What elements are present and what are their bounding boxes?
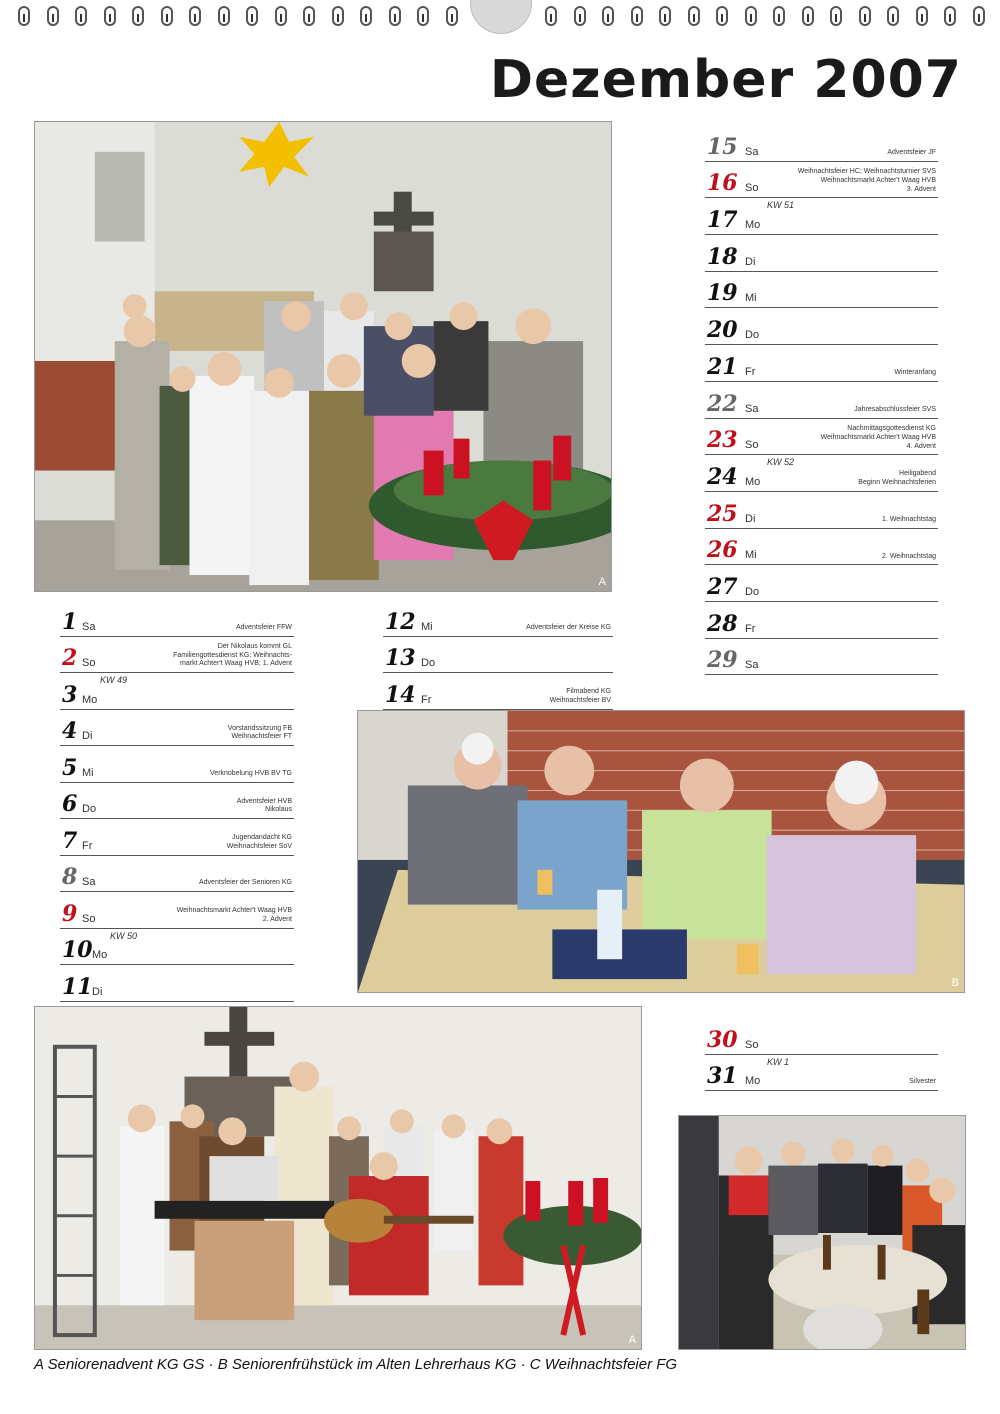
day-number: 11 [62,973,93,1000]
weekday-label: Fr [82,839,93,852]
day-row [705,529,938,566]
binding-hole [218,6,230,26]
binding-hole [545,6,557,26]
day-events: Heiligabend Beginn Weihnachtsferien [858,470,936,487]
binding-hole [303,6,315,26]
photo-letter-b: B [951,977,959,989]
day-number: 17 [707,207,738,234]
day-number: 31 [707,1063,738,1089]
day-row [60,819,294,856]
day-number: 9 [62,900,78,927]
binding-hole [275,6,287,26]
day-row [705,272,938,309]
photo-christmas-party [678,1115,966,1350]
day-row [705,345,938,382]
day-events: Filmabend KG Weihnachtsfeier BV [549,688,611,704]
weekday-label: Fr [421,693,432,706]
weekday-label: Sa [745,145,759,158]
day-number: 18 [707,243,738,270]
page-title: Dezember 2007 [489,50,962,110]
day-number: 3 [62,681,78,708]
binding-hole [360,6,372,26]
binding-hole [574,6,586,26]
weekday-label: Do [421,657,436,669]
day-row [60,673,294,710]
photo-seniors-breakfast [357,710,965,993]
day-row [60,892,294,929]
day-number: 19 [707,280,738,307]
day-row [383,637,613,674]
calendar-week-label: KW 50 [110,930,138,941]
day-row [705,492,938,529]
binding-hole [104,6,116,26]
weekday-label: So [82,657,96,669]
weekday-label: Mo [745,219,761,232]
day-number: 13 [385,645,416,671]
weekday-label: Mi [745,549,757,562]
weekday-label: So [82,912,96,925]
day-events: Verknobelung HVB BV TG [210,769,292,777]
binding-hole [161,6,173,26]
day-events: 2. Weihnachtstag [882,552,936,560]
day-events: Vorstandssitzung FB Weihnachtsfeier FT [227,724,292,741]
day-number: 26 [707,537,738,564]
day-row [705,455,938,492]
weekday-label: Mi [421,620,433,633]
day-row [705,162,938,199]
day-number: 1 [62,608,78,635]
weekday-label: Fr [745,365,756,378]
binding-hole [332,6,344,26]
binding-hole [47,6,59,26]
day-number: 29 [707,647,738,674]
weekday-label: Do [82,803,97,815]
day-events: Weihnachtsfeier HC; Weihnachtsturnier SVS Weihnachtsmarkt Achter't Waag HVB 3. Advent [797,168,936,193]
day-number: 30 [707,1026,738,1053]
hanger-hole [470,0,532,34]
binding-hole [944,6,956,26]
calendar-week-label: KW 51 [767,200,795,211]
day-row [705,198,938,235]
binding-hole [859,6,871,26]
day-row [705,125,938,162]
calendar-week-label: KW 1 [767,1056,790,1067]
day-row [60,929,294,966]
day-number: 7 [62,827,78,854]
weekday-label: Mo [745,1075,761,1087]
day-number: 12 [385,608,416,635]
day-events: Adventsfeier JF [887,148,936,156]
day-number: 20 [707,317,738,344]
binding-hole [246,6,258,26]
binding-hole [631,6,643,26]
weekday-label: Sa [82,620,96,633]
day-events: Winteranfang [894,369,936,377]
weekday-label: Di [92,985,103,998]
day-number: 4 [62,718,78,744]
photo-caption: A Seniorenadvent KG GS · B Seniorenfrühstück im Alten Lehrerhaus KG · C Weihnachtsfeier FG [34,1356,678,1373]
day-events: 1. Weihnachtstag [882,515,936,523]
weekday-label: Di [745,255,756,268]
day-number: 27 [707,574,738,601]
binding-hole [773,6,785,26]
day-events: Adventsfeier HVB Nikolaus [236,797,292,814]
day-row [60,965,294,1002]
day-row [60,710,294,747]
weekday-label: Do [745,586,760,599]
weekday-label: Sa [745,659,759,672]
weekday-label: Mi [745,292,757,305]
day-row [705,639,938,676]
day-row [705,382,938,419]
photo-letter-a-bottom: A [628,1334,636,1346]
day-row [705,1018,938,1055]
calendar-week-label: KW 52 [767,457,795,468]
binding-hole [802,6,814,26]
day-number: 6 [62,791,78,817]
day-events: Jugendandacht KG Weihnachtsfeier SoV [226,834,292,850]
binding-hole [446,6,458,26]
binding-hole [75,6,87,26]
day-events: Adventsfeier FFW [235,623,292,631]
day-number: 25 [707,500,738,527]
day-events: Der Nikolaus kommt GL Familiengottesdienst KG; Weihnachts- markt Achter't Waag HVB; 1. Advent [173,642,292,668]
binding-hole [389,6,401,26]
day-row [383,673,613,710]
day-number: 8 [62,864,78,890]
binding-hole [745,6,757,26]
day-events: Jahresabschlussfeier SVS [854,405,936,413]
day-row [60,783,294,820]
binding-hole [688,6,700,26]
binding-hole [417,6,429,26]
binding-hole [716,6,728,26]
day-row [705,565,938,602]
weekday-label: Fr [745,622,756,635]
calendar-week-label: KW 49 [100,675,128,685]
day-row [705,235,938,272]
day-number: 28 [707,610,738,637]
day-number: 2 [62,645,78,671]
day-events: Weihnachtsmarkt Achter't Waag HVB 2. Advent [176,907,292,923]
day-number: 16 [707,170,738,197]
spiral-binding [0,0,1000,40]
weekday-label: Sa [82,876,96,888]
photo-letter-a: A [598,576,606,588]
day-row [60,637,294,674]
weekday-label: So [745,439,759,452]
day-row [383,600,613,637]
binding-hole [973,6,985,26]
binding-hole [602,6,614,26]
weekday-label: Di [745,512,756,525]
day-number: 5 [62,754,78,781]
day-row [705,309,938,346]
photo-children-nativity [34,121,612,592]
binding-hole [830,6,842,26]
day-number: 21 [707,353,738,380]
weekday-label: Di [82,730,93,742]
weekday-label: Mo [92,949,108,961]
binding-hole [189,6,201,26]
weekday-label: Mo [745,475,761,488]
weekday-label: So [745,1038,759,1051]
weekday-label: Sa [745,402,759,415]
weekday-label: Mo [82,693,98,706]
day-row [60,600,294,637]
day-number: 15 [707,133,738,160]
day-number: 10 [62,937,93,963]
day-events: Silvester [909,1078,936,1086]
photo-children-music [34,1006,642,1350]
weekday-label: Mi [82,766,94,779]
day-row [705,419,938,456]
day-number: 23 [707,427,738,454]
day-row [60,856,294,893]
binding-hole [916,6,928,26]
weekday-label: Do [745,329,760,342]
day-row [705,1055,938,1092]
binding-hole [132,6,144,26]
day-row [705,602,938,639]
day-number: 14 [385,681,416,708]
binding-hole [18,6,30,26]
day-events: Adventsfeier der Kreise KG [526,623,611,631]
day-row [60,746,294,783]
day-number: 24 [707,463,738,490]
day-events: Adventsfeier der Senioren KG [199,879,292,887]
binding-hole [887,6,899,26]
day-number: 22 [707,390,738,417]
day-events: Nachmittagsgottesdienst KG Weihnachtsmarkt Achter't Waag HVB 4. Advent [820,425,936,450]
weekday-label: So [745,182,759,195]
binding-hole [659,6,671,26]
